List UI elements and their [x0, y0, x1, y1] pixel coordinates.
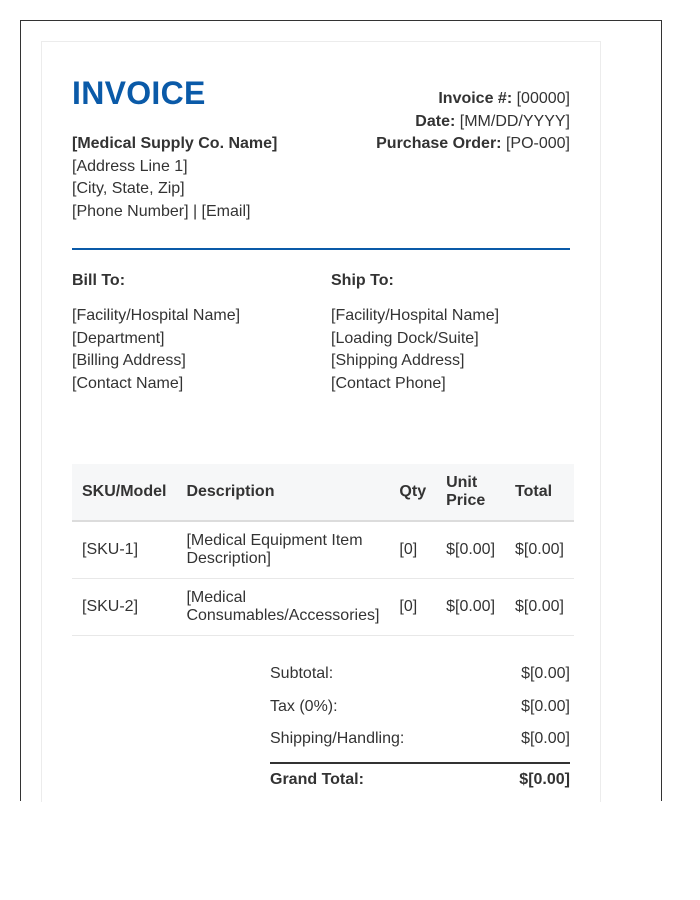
table-row: [72, 521, 574, 579]
column-header-qty: Qty: [389, 464, 436, 521]
subtotal-label: Subtotal:: [270, 665, 334, 682]
shipping-label: Shipping/Handling:: [270, 730, 405, 747]
invoice-number-label: Invoice #:: [438, 90, 513, 107]
tax-row: [270, 691, 570, 724]
table-row: [72, 579, 574, 636]
company-address: [Address Line 1]: [72, 157, 188, 175]
subtotal-row: [270, 658, 570, 691]
purchase-order-label: Purchase Order:: [376, 135, 502, 152]
invoice-content: [72, 72, 570, 788]
cell-unit-price: $[0.00]: [436, 521, 505, 579]
column-header-unit-price: Unit Price: [436, 464, 505, 521]
ship-to-line: [Shipping Address]: [331, 352, 465, 369]
invoice-number: [376, 88, 570, 111]
cell-unit-price: $[0.00]: [436, 579, 505, 636]
subtotal-value: $[0.00]: [521, 665, 570, 682]
cell-description: [Medical Equipment Item Description]: [176, 521, 389, 579]
cell-total: $[0.00]: [505, 579, 574, 636]
cell-qty: [0]: [389, 579, 436, 636]
table-header-row: [72, 464, 574, 521]
line-items-table: [72, 464, 574, 636]
ship-to-heading: Ship To:: [331, 272, 394, 289]
cell-description: [Medical Consumables/Accessories]: [176, 579, 389, 636]
invoice-title: INVOICE: [72, 75, 206, 111]
bill-to-line: [Department]: [72, 329, 165, 347]
invoice-meta: [376, 88, 570, 156]
bill-to-block: [72, 272, 240, 395]
shipping-value: $[0.00]: [521, 730, 570, 747]
grand-total-row: [270, 762, 570, 796]
invoice-header: [72, 72, 570, 250]
column-header-total: Total: [505, 464, 574, 521]
cell-total: $[0.00]: [505, 521, 574, 579]
cell-qty: [0]: [389, 521, 436, 579]
cell-sku: [SKU-1]: [72, 521, 176, 579]
ship-to-line: [Facility/Hospital Name]: [331, 307, 500, 324]
column-header-description: Description: [176, 464, 389, 521]
company-info: [72, 133, 277, 223]
bill-to-line: [Billing Address]: [72, 352, 186, 369]
company-name: [Medical Supply Co. Name]: [72, 135, 278, 152]
purchase-order: [376, 133, 570, 156]
bill-to-line: [Facility/Hospital Name]: [72, 307, 241, 324]
invoice-document: [41, 41, 601, 802]
invoice-number-value: [00000]: [516, 90, 570, 107]
company-city: [City, State, Zip]: [72, 180, 185, 197]
bill-to-heading: Bill To:: [72, 272, 126, 289]
parties-section: [72, 272, 570, 402]
tax-value: $[0.00]: [521, 697, 570, 715]
grand-total-label: Grand Total:: [270, 770, 364, 788]
purchase-order-value: [PO-000]: [505, 135, 570, 152]
bill-to-line: [Contact Name]: [72, 374, 184, 392]
ship-to-block: [331, 272, 499, 395]
ship-to-line: [Loading Dock/Suite]: [331, 329, 479, 347]
column-header-sku: SKU/Model: [72, 464, 176, 521]
ship-to-line: [Contact Phone]: [331, 374, 446, 392]
invoice-date-value: [MM/DD/YYYY]: [459, 112, 570, 130]
invoice-date: [376, 111, 570, 134]
shipping-row: [270, 723, 570, 756]
tax-label: Tax (0%):: [270, 697, 338, 715]
cell-sku: [SKU-2]: [72, 579, 176, 636]
grand-total-value: $[0.00]: [519, 770, 570, 788]
header-divider: [72, 248, 570, 250]
invoice-date-label: Date:: [415, 112, 456, 130]
company-contact: [Phone Number] | [Email]: [72, 202, 251, 220]
totals-section: [270, 658, 570, 796]
